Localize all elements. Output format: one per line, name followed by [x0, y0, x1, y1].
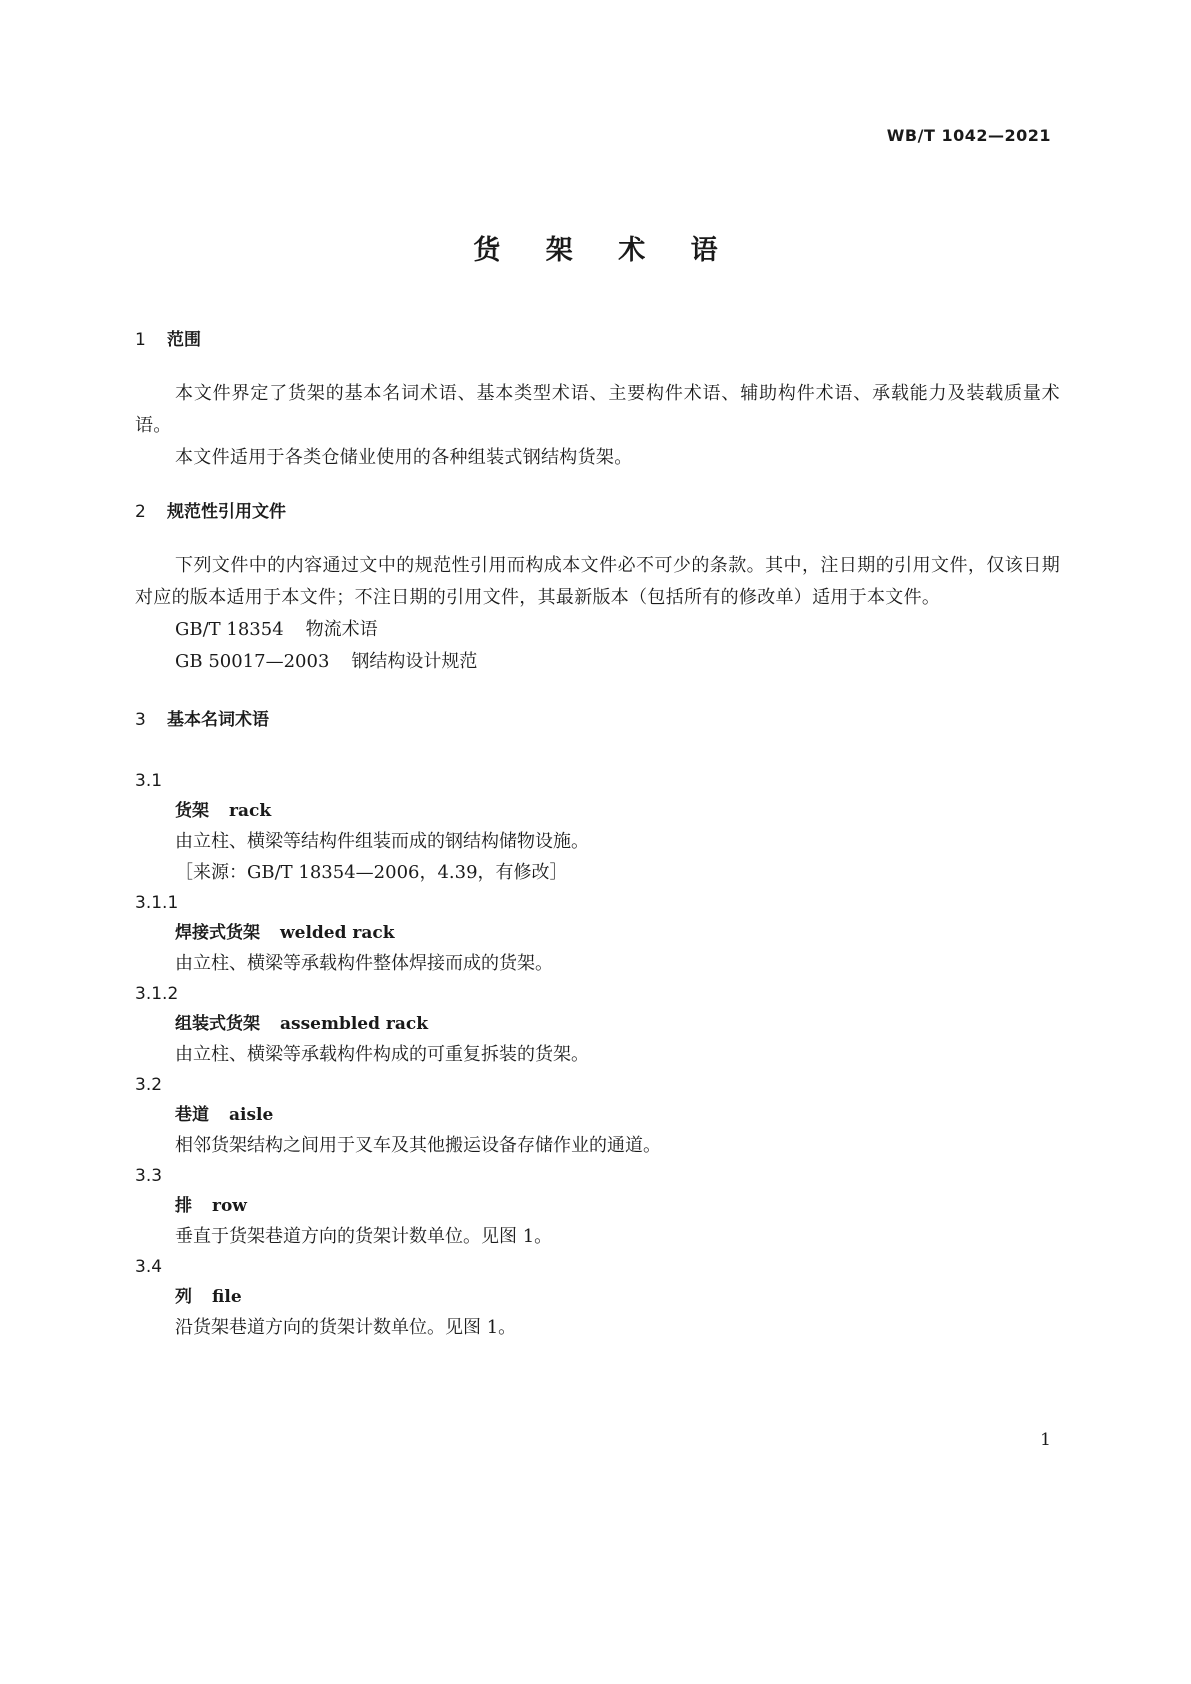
term-english: row [212, 1196, 247, 1216]
section-heading [135, 498, 1060, 526]
term-definition: 由立柱、横梁等承载构件构成的可重复拆装的货架。 [175, 1044, 589, 1065]
term-definition: 沿货架巷道方向的货架计数单位。见图 1。 [175, 1317, 517, 1338]
term-chinese: 组装式货架 [175, 1014, 260, 1034]
term-english: rack [229, 801, 272, 821]
term-number: 3.2 [135, 1075, 163, 1095]
standard-number: WB/T 1042—2021 [886, 126, 1051, 145]
reference-code: GB 50017—2003 [175, 651, 330, 672]
term-number: 3.4 [135, 1257, 163, 1277]
term-name [135, 1191, 1060, 1221]
term-name [135, 796, 1060, 826]
term-chinese: 巷道 [175, 1105, 209, 1125]
reference-title: 钢结构设计规范 [351, 651, 478, 672]
reference-code: GB/T 18354 [175, 619, 284, 640]
paragraph: 下列文件中的内容通过文中的规范性引用而构成本文件必不可少的条款。其中，注日期的引用文件，仅该日期对应的版本适用于本文件；不注日期的引用文件，其最新版本（包括所有的修改单）适用于本文件。 [135, 555, 1060, 608]
reference-title: 物流术语 [305, 619, 378, 640]
term-name [135, 1100, 1060, 1130]
section-title: 基本名词术语 [167, 710, 269, 730]
term-definition: 由立柱、横梁等承载构件整体焊接而成的货架。 [175, 953, 553, 974]
term-definition: 垂直于货架巷道方向的货架计数单位。见图 1。 [175, 1226, 553, 1247]
term-name [135, 1282, 1060, 1312]
term-number: 3.1.1 [135, 893, 179, 913]
section-number: 2 [135, 502, 146, 522]
term-chinese: 排 [175, 1196, 192, 1216]
term-number: 3.1 [135, 771, 163, 791]
term-definition: 由立柱、横梁等结构件组装而成的钢结构储物设施。 [175, 831, 589, 852]
term-chinese: 列 [175, 1287, 192, 1307]
section-heading [135, 706, 1060, 734]
term-name [135, 918, 1060, 948]
term-english: file [212, 1287, 242, 1307]
term-number: 3.1.2 [135, 984, 179, 1004]
normative-reference [135, 614, 1060, 646]
term-chinese: 货架 [175, 801, 209, 821]
document-body [135, 326, 1060, 1343]
term-number: 3.3 [135, 1166, 163, 1186]
paragraph: 本文件适用于各类仓储业使用的各种组装式钢结构货架。 [175, 447, 633, 468]
section-number: 1 [135, 330, 146, 350]
paragraph: 本文件界定了货架的基本名词术语、基本类型术语、主要构件术语、辅助构件术语、承载能力及装载质量术语。 [135, 383, 1060, 436]
document-title: 货 架 术 语 [473, 235, 736, 266]
section-heading [135, 326, 1060, 354]
page-number: 1 [1040, 1430, 1051, 1450]
term-source: ［来源：GB/T 18354—2006，4.39，有修改］ [175, 862, 568, 883]
section-title: 范围 [167, 330, 201, 350]
term-english: aisle [229, 1105, 274, 1125]
term-chinese: 焊接式货架 [175, 923, 260, 943]
term-english: welded rack [280, 923, 395, 943]
normative-reference [135, 646, 1060, 678]
section-title: 规范性引用文件 [167, 502, 286, 522]
term-definition: 相邻货架结构之间用于叉车及其他搬运设备存储作业的通道。 [175, 1135, 661, 1156]
term-english: assembled rack [280, 1014, 429, 1034]
term-name [135, 1009, 1060, 1039]
section-number: 3 [135, 710, 146, 730]
